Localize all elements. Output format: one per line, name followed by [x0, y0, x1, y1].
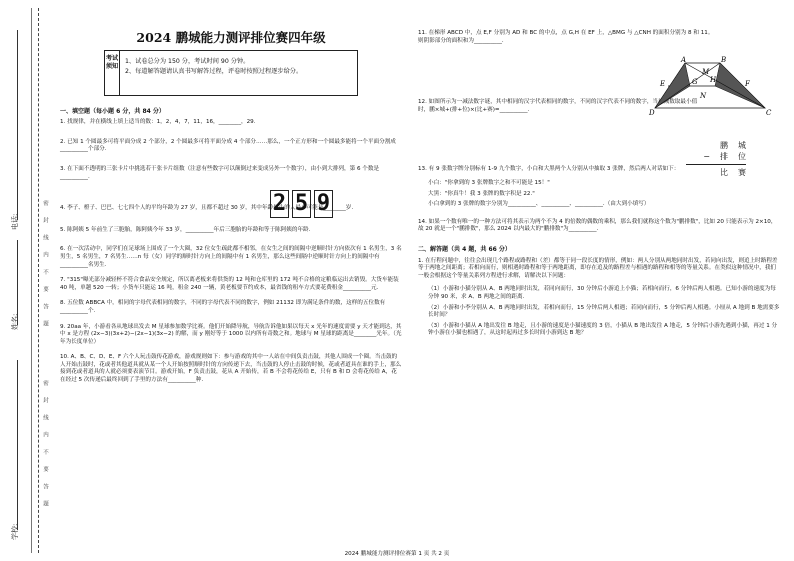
- question-11: 11. 在梯形 ABCD 中，点 E,F 分别为 AD 和 BC 的中点，点 G,H 在 EF 上，△BMG 与 △CNH 的面积分别为 8 和 11。则阴影部分的面积和为__________.: [418, 30, 714, 44]
- digit-card: 9: [314, 190, 333, 218]
- label-n: N: [700, 92, 707, 100]
- puzzle-rule: [686, 164, 746, 165]
- label-h: H: [710, 76, 717, 84]
- phone-label: 电话:: [11, 213, 19, 230]
- school-label: 学校:: [11, 523, 19, 540]
- name-field[interactable]: [17, 240, 19, 325]
- puzzle-char: 赛: [738, 168, 746, 177]
- question-9: 9. 20aa 年，小游看各从地球出发去 M 星球参加数学比赛。他们开始降导航，导航告诉他如果以每天 x 光年的速度需要 y 天才能到达，其中 x 是方程 (2x−3)(3x+2)−(2x−1)(3x−2) 的解，而 y 刚好等于 1000 以内所有奇数之和。地球与 M 星球的距离是________光年。（光年为长度单位）: [60, 323, 402, 345]
- label-g: G: [692, 78, 698, 86]
- question-3: 3. 在下面不透明的三张卡片中挑选若干张卡片组数（注意有些数字可以颠倒过来变成另外一个数字），由小到大排列，第 6 个数是__________.: [60, 165, 380, 180]
- question-1: 1. 找规律，并在横线上填上适当的数：1，2，4，7，11，16，________，29.: [60, 119, 256, 126]
- puzzle-row-3: [686, 167, 746, 178]
- question-4: 4. 李子、橙子、巴巴、七七四个人的平均年龄为 27 岁，且都不超过 30 岁，其中年龄最小的人最小可能是________岁.: [60, 205, 354, 212]
- digit-card: 5: [292, 190, 311, 218]
- digit-card: 2: [270, 190, 289, 218]
- left-column: [60, 8, 402, 391]
- notice-line-2: 2、每道解答题请认真书写解答过程，评卷时按照过程逐步给分。: [125, 67, 303, 75]
- question-10: 10. A、B、C、D、E、F 六个人玩击鼓传花游戏，游戏规则如下：参与游戏的其中一人站在中间负责击鼓，其他人围成一个圈。当击鼓的人开始击鼓时，花或者其他道具就从某一个人开始按照顺时针的方向传递下去，当击鼓的人停止击鼓的时候，花或者道具在谁的手上，那么接到花或者道具的人就必须要表演节目。游戏开始，F 负责击鼓，花从 A 开始传，若 B 不会将花传给 E，只有 B 和 D 会将花传给 A，花在经过 5 次传递后最终回到了手里的方法有__________种.: [60, 354, 402, 384]
- puzzle-row-1: [686, 140, 746, 151]
- question-15-2: （2）小游和小李分别从 A、B 两地同时出发，若相向而行，15 分钟后两人相遇；若同向而行，5 分钟后两人相遇。小厘从 A 地到 B 地需要多长时间？: [428, 304, 780, 319]
- question-15: 1. 在行程问题中，往往会出现几个路程或路程和（差）都等于同一段长度的情形，例如：两人分别从两地同时出发，若同向出发，则追上时路程差等于两地之间距离；若相向而行，则相遇时路程和等于两地距离，即存在追及的路程差与相遇的路程和相等的等量关系。在类似这种情况中，我们一般会根据这个等量关系列方程进行求解，请解决以下问题：: [418, 257, 778, 279]
- question-13-a: 小白："你拿到的 3 张牌数字之和不可能是 15！": [428, 179, 550, 186]
- trapezoid-figure: [640, 56, 775, 116]
- notice-line-1: 1、试卷总分为 150 分，考试时间 90 分钟。: [125, 57, 250, 65]
- exam-notice: [104, 50, 358, 96]
- label-e: E: [660, 80, 666, 88]
- notice-body: [120, 51, 307, 95]
- label-a: A: [681, 56, 687, 64]
- puzzle-row-2: [686, 151, 746, 162]
- shaded-region: [715, 63, 765, 108]
- page-title: 2024 鹏城能力测评排位赛四年级: [136, 30, 326, 45]
- minus-sign: −: [703, 152, 710, 161]
- puzzle-char: 比: [720, 168, 728, 177]
- label-d: D: [649, 109, 655, 116]
- label-c: C: [766, 109, 772, 116]
- school-field[interactable]: [17, 360, 19, 530]
- phone-field[interactable]: [17, 30, 19, 220]
- digit-cards: [270, 190, 333, 218]
- binding-margin: [0, 0, 50, 561]
- label-f: F: [745, 80, 750, 88]
- question-14: 14. 如果一个数有唯一的一种方法可将其表示为两个不为 4 的倍数的偶数的乘积，那么我们就称这个数为"鹏排数"，比如 20 只能表示为 2×10，故 20 就是一个"鹏排数"，那么 2024 以内最大的"鹏排数"为__________.: [418, 218, 777, 233]
- name-label: 姓名:: [11, 313, 19, 330]
- question-12: 12. 如图所示为一减法数字谜，其中相同的汉字代表相同的数字，不同的汉字代表不同的数字，当被减数取最小值时，鹏×城+(排+位)×(比+赛)=__________.: [418, 99, 698, 113]
- label-b: B: [721, 56, 727, 64]
- page-footer: 2024 鹏城能力测评排位赛第 1 页 共 2 页: [344, 551, 450, 557]
- question-13-c: 小白拿到的 3 张牌的数字分别为__________、__________、__________.（由大到小填写）: [428, 201, 650, 208]
- section-fill-blank: 一、填空题（每小题 6 分，共 84 分）: [60, 107, 165, 115]
- puzzle-char: 城: [738, 141, 746, 150]
- question-5: 5. 陈阿姨 5 年前生了三胞胎，陈阿姨今年 33 岁，__________年后三胞胎的年龄和等于陈阿姨的年龄.: [60, 226, 311, 233]
- puzzle-char: 鹏: [720, 141, 728, 150]
- margin-dashed-line: [38, 8, 39, 553]
- question-8: 8. 五位数 ABBCA 中，相同的字母代表相同的数字，不同的字母代表不同的数字，例如 21132 即为满足条件的数，这样的五位数有__________个.: [60, 300, 386, 314]
- question-2: 2. 已知 1 个圆最多可将平面分成 2 个部分，2 个圆最多可将平面分成 4 个部分……那么，一个正方形和一个圆最多能将一个平面分割成__________个部分.: [60, 138, 396, 153]
- question-13: 13. 有 9 张数字牌分别标有 1-9 九个数字，小白和大黑两个人分别从中抽取 3 张牌，然后两人对话如下：: [418, 166, 680, 173]
- margin-solid-line: [31, 8, 32, 553]
- question-6: 6. 在一次活动中，同学们在足球场上围成了一个大圈，32 位女生疏此都不相邻，在女生之间的间隔中逆顺时针方向依次有 1 名男生，3 名男生，5 名男生，7 名男生……n 每（女）同学的顺时针方向上的间隔中有 1 名男生，那么这些间隔中逆顺时针方向上的间隔中有__________名男生.: [60, 246, 402, 268]
- question-15-3: （3）小游和小猫从 A 地出发往 B 地走，且小游的速度是小猫速度的 3 倍，小猫从 B 地出发往 A 地走，5 分钟后小游先遇到小猫，再过 1 分钟小游在小猫也相遇了，从这时起再过多长时间小游到达 B 地？: [428, 322, 778, 337]
- seal-warning-2: 密 封 线 内 不 要 答 题: [42, 380, 48, 512]
- section-solve: 二、解答题（共 4 题，共 66 分）: [418, 245, 511, 253]
- label-m: M: [702, 68, 710, 76]
- subtraction-puzzle: [686, 140, 746, 178]
- seal-warning: 密 封 线 内 不 要 答 题: [42, 200, 48, 332]
- puzzle-char: 排: [720, 152, 728, 161]
- question-15-1: （1）小游和小猫分别从 A、B 两地同时出发，若同向而行，30 分钟后小游追上小猫；若相向而行，6 分钟后两人相遇。已知小游的速度为每分钟 90 米，求 A、B 两地之间的距离.: [428, 286, 776, 300]
- question-13-b: 大黑："你真牛！我 3 张牌的数字积是 22.": [428, 190, 535, 197]
- notice-label: 考试须知: [105, 51, 120, 95]
- question-7: 7. "315"曝光部分减轻杯不符合食品安全规定，所以离老板来将供货的 12 吨和仓库里的 172 吨不合格的定粮临运出去销毁。大货车能装 40 吨，单趟 520 一转；小货车只能运 16 吨，租金 240 一辆，黄老板要节约成本，最省钱的租车方式要花费租金__________元.: [60, 277, 399, 291]
- puzzle-char: 位: [738, 152, 746, 161]
